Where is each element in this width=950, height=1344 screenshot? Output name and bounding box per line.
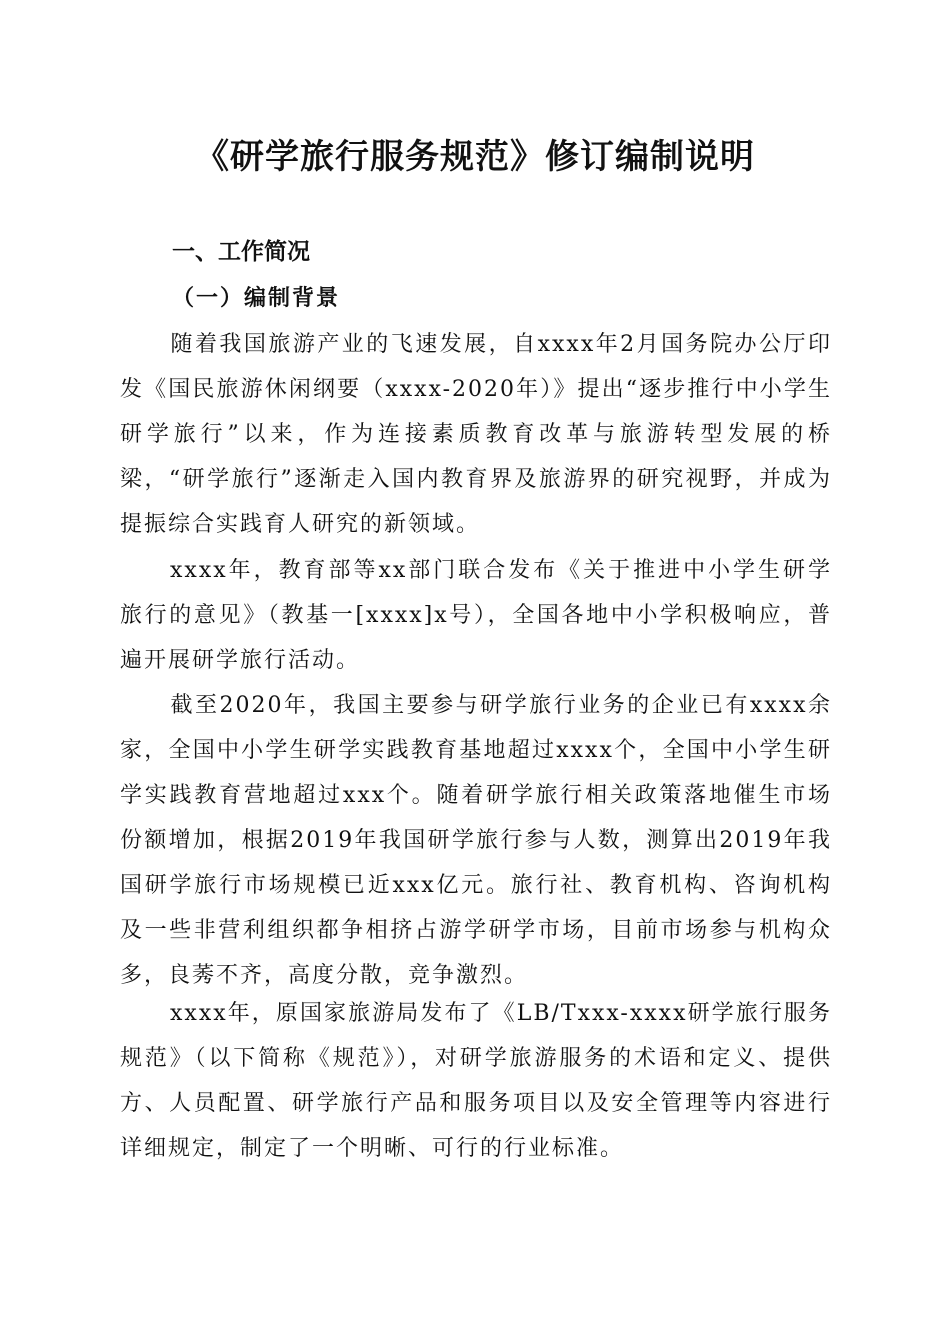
paragraph-text: xxxx年，原国家旅游局发布了《LB/Txxx-xxxx研学旅行服务规范》（以下简称《规范》），对研学旅游服务的术语和定义、提供方、人员配置、研学旅行产品和服务项目以及安全管理等内容进行详细规定，制定了一个明晰、可行的行业标准。 [120,1001,832,1161]
paragraph-background-2 [120,548,832,683]
document-title: 《研学旅行服务规范》修订编制说明 [195,137,755,177]
section-heading: 一、工作简况 [172,239,310,265]
paragraph-background-4 [120,991,832,1171]
subsection-heading: （一）编制背景 [172,285,341,311]
paragraph-text: 截至2020年，我国主要参与研学旅行业务的企业已有xxxx余家，全国中小学生研学实践教育基地超过xxxx个，全国中小学生研学实践教育营地超过xxx个。随着研学旅行相关政策落地催生市场份额增加，根据2019年我国研学旅行参与人数，测算出2019年我国研学旅行市场规模已近xxx亿元。旅行社、教育机构、咨询机构及一些非营利组织都争相挤占游学研学市场，目前市场参与机构众多，良莠不齐，高度分散，竞争激烈。 [120,693,832,988]
paragraph-background-3 [120,683,832,998]
paragraph-background-1 [120,322,832,547]
paragraph-text: xxxx年，教育部等xx部门联合发布《关于推进中小学生研学旅行的意见》（教基一[xxxx]x号），全国各地中小学积极响应，普遍开展研学旅行活动。 [120,558,832,673]
paragraph-text: 随着我国旅游产业的飞速发展，自xxxx年2月国务院办公厅印发《国民旅游休闲纲要（xxxx-2020年）》提出“逐步推行中小学生研学旅行”以来，作为连接素质教育改革与旅游转型发展的桥梁，“研学旅行”逐渐走入国内教育界及旅游界的研究视野，并成为提振综合实践育人研究的新领域。 [120,332,832,537]
